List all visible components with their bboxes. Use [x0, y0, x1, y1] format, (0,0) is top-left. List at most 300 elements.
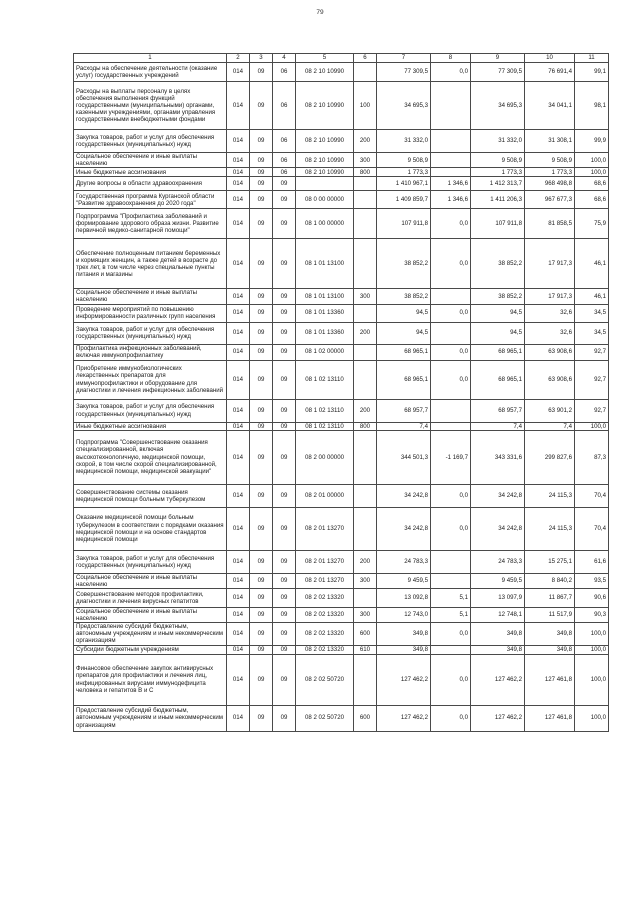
item-name: Закупка товаров, работ и услуг для обеспечения государственных (муниципальных) нужд — [74, 399, 227, 422]
specified-amount: 7,4 — [471, 422, 525, 430]
column-number: 3 — [250, 54, 273, 63]
code-section: 09 — [250, 82, 273, 130]
table-row — [74, 607, 609, 622]
approved-amount: 94,5 — [377, 304, 431, 322]
approved-amount: 31 332,0 — [377, 130, 431, 153]
code-admin: 014 — [227, 507, 250, 550]
code-target: 08 1 02 00000 — [296, 344, 354, 360]
code-subsection: 09 — [273, 422, 296, 430]
code-admin: 014 — [227, 654, 250, 705]
code-admin: 014 — [227, 430, 250, 484]
specified-amount: 349,8 — [471, 623, 525, 645]
code-admin: 014 — [227, 168, 250, 177]
code-subsection: 09 — [273, 177, 296, 191]
execution-percent: 46,1 — [575, 289, 609, 304]
table-row — [74, 344, 609, 360]
code-section: 09 — [250, 289, 273, 304]
table-row — [74, 168, 609, 177]
code-target — [296, 177, 354, 191]
specified-amount: 127 462,2 — [471, 654, 525, 705]
execution-percent: 70,4 — [575, 484, 609, 507]
code-subsection: 09 — [273, 507, 296, 550]
executed-amount: 11 517,9 — [525, 607, 575, 622]
execution-percent: 98,1 — [575, 82, 609, 130]
item-name: Подпрограмма "Профилактика заболеваний и формирование здорового образа жизни. Развитие первичной медико-санитарной помощи" — [74, 209, 227, 239]
specified-amount: 34 695,3 — [471, 82, 525, 130]
executed-amount: 31 308,1 — [525, 130, 575, 153]
code-expense — [354, 191, 377, 209]
change-amount — [431, 153, 471, 168]
execution-percent: 100,0 — [575, 645, 609, 654]
executed-amount: 76 691,4 — [525, 63, 575, 82]
column-number: 1 — [74, 54, 227, 63]
execution-percent: 68,6 — [575, 191, 609, 209]
code-target: 08 2 02 13320 — [296, 623, 354, 645]
specified-amount: 13 097,9 — [471, 588, 525, 607]
table-row — [74, 623, 609, 645]
approved-amount: 9 459,5 — [377, 573, 431, 588]
item-name: Иные бюджетные ассигнования — [74, 422, 227, 430]
approved-amount: 107 911,8 — [377, 209, 431, 239]
code-section: 09 — [250, 607, 273, 622]
code-admin: 014 — [227, 360, 250, 399]
column-number: 4 — [273, 54, 296, 63]
code-admin: 014 — [227, 82, 250, 130]
code-subsection: 09 — [273, 645, 296, 654]
code-section: 09 — [250, 705, 273, 731]
approved-amount: 13 092,8 — [377, 588, 431, 607]
code-target: 08 2 10 10990 — [296, 153, 354, 168]
code-expense: 200 — [354, 322, 377, 344]
code-admin: 014 — [227, 399, 250, 422]
execution-percent: 100,0 — [575, 705, 609, 731]
code-admin: 014 — [227, 484, 250, 507]
code-target: 08 1 01 13100 — [296, 289, 354, 304]
specified-amount: 94,5 — [471, 322, 525, 344]
approved-amount: 77 309,5 — [377, 63, 431, 82]
approved-amount: 7,4 — [377, 422, 431, 430]
code-subsection: 09 — [273, 289, 296, 304]
code-target: 08 1 02 13110 — [296, 422, 354, 430]
code-section: 09 — [250, 430, 273, 484]
specified-amount: 343 331,6 — [471, 430, 525, 484]
item-name: Оказание медицинской помощи больным туберкулезом в соответствии с порядками оказания медицинской помощи и на основе стандартов медицинской помощи — [74, 507, 227, 550]
code-target: 08 2 02 50720 — [296, 705, 354, 731]
change-amount: 1 346,6 — [431, 177, 471, 191]
change-amount: -1 169,7 — [431, 430, 471, 484]
code-target: 08 2 02 50720 — [296, 654, 354, 705]
approved-amount: 127 462,2 — [377, 654, 431, 705]
specified-amount: 1 411 206,3 — [471, 191, 525, 209]
execution-percent: 100,0 — [575, 422, 609, 430]
code-admin: 014 — [227, 705, 250, 731]
code-subsection: 09 — [273, 322, 296, 344]
item-name: Закупка товаров, работ и услуг для обеспечения государственных (муниципальных) нужд — [74, 550, 227, 573]
column-number: 6 — [354, 54, 377, 63]
specified-amount: 1 412 313,7 — [471, 177, 525, 191]
executed-amount: 15 275,1 — [525, 550, 575, 573]
approved-amount: 344 501,3 — [377, 430, 431, 484]
change-amount — [431, 82, 471, 130]
code-section: 09 — [250, 507, 273, 550]
code-subsection: 09 — [273, 573, 296, 588]
code-admin: 014 — [227, 209, 250, 239]
code-expense: 100 — [354, 82, 377, 130]
column-number: 10 — [525, 54, 575, 63]
table-row — [74, 399, 609, 422]
code-subsection: 09 — [273, 705, 296, 731]
code-subsection: 09 — [273, 209, 296, 239]
code-subsection: 06 — [273, 168, 296, 177]
code-admin: 014 — [227, 153, 250, 168]
specified-amount: 9 508,9 — [471, 153, 525, 168]
code-subsection: 06 — [273, 82, 296, 130]
code-subsection: 09 — [273, 360, 296, 399]
code-target: 08 1 00 00000 — [296, 209, 354, 239]
item-name: Субсидии бюджетным учреждениям — [74, 645, 227, 654]
table-row — [74, 82, 609, 130]
table-row — [74, 422, 609, 430]
code-expense: 800 — [354, 422, 377, 430]
approved-amount: 1 773,3 — [377, 168, 431, 177]
approved-amount: 1 409 859,7 — [377, 191, 431, 209]
code-section: 09 — [250, 573, 273, 588]
code-target: 08 2 10 10990 — [296, 168, 354, 177]
code-subsection: 09 — [273, 550, 296, 573]
code-target: 08 2 01 13270 — [296, 550, 354, 573]
approved-amount: 38 852,2 — [377, 289, 431, 304]
code-target: 08 2 01 00000 — [296, 484, 354, 507]
change-amount: 0,0 — [431, 63, 471, 82]
approved-amount: 68 965,1 — [377, 360, 431, 399]
item-name: Государственная программа Курганской области "Развитие здравоохранения до 2020 года" — [74, 191, 227, 209]
code-admin: 014 — [227, 177, 250, 191]
code-section: 09 — [250, 130, 273, 153]
item-name: Закупка товаров, работ и услуг для обеспечения государственных (муниципальных) нужд — [74, 130, 227, 153]
executed-amount: 349,8 — [525, 645, 575, 654]
code-expense — [354, 304, 377, 322]
executed-amount: 24 115,3 — [525, 507, 575, 550]
code-section: 09 — [250, 399, 273, 422]
executed-amount: 7,4 — [525, 422, 575, 430]
code-expense: 200 — [354, 399, 377, 422]
execution-percent: 100,0 — [575, 168, 609, 177]
code-subsection: 06 — [273, 153, 296, 168]
code-section: 09 — [250, 322, 273, 344]
code-expense: 600 — [354, 623, 377, 645]
approved-amount: 68 957,7 — [377, 399, 431, 422]
table-row — [74, 209, 609, 239]
execution-percent: 93,5 — [575, 573, 609, 588]
table-row — [74, 177, 609, 191]
code-admin: 014 — [227, 322, 250, 344]
executed-amount: 32,6 — [525, 304, 575, 322]
executed-amount: 9 508,9 — [525, 153, 575, 168]
item-name: Социальное обеспечение и иные выплаты населению — [74, 153, 227, 168]
execution-percent: 75,9 — [575, 209, 609, 239]
approved-amount: 34 695,3 — [377, 82, 431, 130]
code-expense: 800 — [354, 168, 377, 177]
column-number-row — [74, 54, 609, 63]
change-amount — [431, 168, 471, 177]
executed-amount: 1 773,3 — [525, 168, 575, 177]
executed-amount: 34 041,1 — [525, 82, 575, 130]
code-expense: 300 — [354, 153, 377, 168]
code-expense — [354, 430, 377, 484]
specified-amount: 349,8 — [471, 645, 525, 654]
item-name: Другие вопросы в области здравоохранения — [74, 177, 227, 191]
code-expense — [354, 588, 377, 607]
executed-amount: 17 917,3 — [525, 289, 575, 304]
code-section: 09 — [250, 153, 273, 168]
code-target: 08 1 02 13110 — [296, 399, 354, 422]
table-row — [74, 654, 609, 705]
item-name: Социальное обеспечение и иные выплаты населению — [74, 573, 227, 588]
specified-amount: 68 965,1 — [471, 344, 525, 360]
code-expense: 300 — [354, 289, 377, 304]
change-amount — [431, 289, 471, 304]
execution-percent: 68,6 — [575, 177, 609, 191]
code-target: 08 2 02 13320 — [296, 607, 354, 622]
code-expense — [354, 209, 377, 239]
executed-amount: 968 498,8 — [525, 177, 575, 191]
code-subsection: 09 — [273, 484, 296, 507]
code-expense: 300 — [354, 573, 377, 588]
change-amount: 0,0 — [431, 507, 471, 550]
execution-percent: 100,0 — [575, 153, 609, 168]
code-expense — [354, 177, 377, 191]
code-admin: 014 — [227, 645, 250, 654]
change-amount — [431, 550, 471, 573]
code-admin: 014 — [227, 550, 250, 573]
execution-percent: 87,3 — [575, 430, 609, 484]
approved-amount: 38 852,2 — [377, 239, 431, 289]
code-admin: 014 — [227, 63, 250, 82]
change-amount: 0,0 — [431, 705, 471, 731]
approved-amount: 34 242,8 — [377, 507, 431, 550]
execution-percent: 99,9 — [575, 130, 609, 153]
change-amount: 0,0 — [431, 209, 471, 239]
specified-amount: 38 852,2 — [471, 289, 525, 304]
code-target: 08 2 10 10990 — [296, 130, 354, 153]
change-amount: 0,0 — [431, 654, 471, 705]
executed-amount: 81 858,5 — [525, 209, 575, 239]
code-target: 08 2 01 13270 — [296, 573, 354, 588]
code-target: 08 2 00 00000 — [296, 430, 354, 484]
approved-amount: 127 462,2 — [377, 705, 431, 731]
specified-amount: 12 748,1 — [471, 607, 525, 622]
code-subsection: 09 — [273, 304, 296, 322]
table-row — [74, 322, 609, 344]
page-number: 79 — [316, 9, 324, 16]
specified-amount: 68 965,1 — [471, 360, 525, 399]
item-name: Совершенствование методов профилактики, диагностики и лечения вирусных гепатитов — [74, 588, 227, 607]
code-section: 09 — [250, 177, 273, 191]
executed-amount: 299 827,6 — [525, 430, 575, 484]
execution-percent: 90,3 — [575, 607, 609, 622]
specified-amount: 77 309,5 — [471, 63, 525, 82]
code-admin: 014 — [227, 573, 250, 588]
code-section: 09 — [250, 422, 273, 430]
approved-amount: 1 410 967,1 — [377, 177, 431, 191]
code-admin: 014 — [227, 588, 250, 607]
code-expense: 610 — [354, 645, 377, 654]
item-name: Социальное обеспечение и иные выплаты населению — [74, 289, 227, 304]
code-admin: 014 — [227, 607, 250, 622]
code-section: 09 — [250, 63, 273, 82]
item-name: Социальное обеспечение и иные выплаты населению — [74, 607, 227, 622]
change-amount: 5,1 — [431, 607, 471, 622]
code-subsection: 06 — [273, 130, 296, 153]
item-name: Расходы на выплаты персоналу в целях обеспечения выполнения функций государственными (муниципальными) органами, казенными учреждениями, органами управления государственными внебюджетными фондами — [74, 82, 227, 130]
change-amount — [431, 645, 471, 654]
executed-amount: 63 901,2 — [525, 399, 575, 422]
table-row — [74, 573, 609, 588]
execution-percent: 100,0 — [575, 623, 609, 645]
code-admin: 014 — [227, 422, 250, 430]
code-admin: 014 — [227, 304, 250, 322]
code-subsection: 09 — [273, 239, 296, 289]
code-subsection: 09 — [273, 430, 296, 484]
specified-amount: 127 462,2 — [471, 705, 525, 731]
column-number: 7 — [377, 54, 431, 63]
change-amount — [431, 130, 471, 153]
change-amount: 0,0 — [431, 484, 471, 507]
code-expense — [354, 507, 377, 550]
code-section: 09 — [250, 588, 273, 607]
code-target: 08 2 01 13270 — [296, 507, 354, 550]
code-admin: 014 — [227, 130, 250, 153]
code-expense: 300 — [354, 607, 377, 622]
change-amount — [431, 399, 471, 422]
code-subsection: 06 — [273, 63, 296, 82]
execution-percent: 34,5 — [575, 322, 609, 344]
change-amount: 0,0 — [431, 623, 471, 645]
executed-amount: 349,8 — [525, 623, 575, 645]
change-amount: 0,0 — [431, 304, 471, 322]
code-section: 09 — [250, 209, 273, 239]
code-subsection: 09 — [273, 588, 296, 607]
executed-amount: 127 461,8 — [525, 654, 575, 705]
execution-percent: 92,7 — [575, 399, 609, 422]
table-row — [74, 430, 609, 484]
code-subsection: 09 — [273, 399, 296, 422]
executed-amount: 24 115,3 — [525, 484, 575, 507]
specified-amount: 94,5 — [471, 304, 525, 322]
change-amount: 1 346,6 — [431, 191, 471, 209]
specified-amount: 68 957,7 — [471, 399, 525, 422]
specified-amount: 9 459,5 — [471, 573, 525, 588]
table-row — [74, 550, 609, 573]
column-number: 2 — [227, 54, 250, 63]
column-number: 11 — [575, 54, 609, 63]
code-target: 08 0 00 00000 — [296, 191, 354, 209]
approved-amount: 12 743,0 — [377, 607, 431, 622]
specified-amount: 34 242,8 — [471, 507, 525, 550]
specified-amount: 34 242,8 — [471, 484, 525, 507]
approved-amount: 68 965,1 — [377, 344, 431, 360]
column-number: 8 — [431, 54, 471, 63]
specified-amount: 107 911,8 — [471, 209, 525, 239]
code-expense — [354, 63, 377, 82]
change-amount: 0,0 — [431, 239, 471, 289]
code-section: 09 — [250, 484, 273, 507]
execution-percent: 70,4 — [575, 507, 609, 550]
execution-percent: 34,5 — [575, 304, 609, 322]
item-name: Расходы на обеспечение деятельности (оказание услуг) государственных учреждений — [74, 63, 227, 82]
code-target: 08 2 02 13320 — [296, 588, 354, 607]
execution-percent: 61,6 — [575, 550, 609, 573]
item-name: Обеспечение полноценным питанием беременных и кормящих женщин, а также детей в возрасте до трех лет, в том числе через специальные пункты питания и магазины — [74, 239, 227, 289]
code-target: 08 1 01 13100 — [296, 239, 354, 289]
table-row — [74, 507, 609, 550]
code-section: 09 — [250, 645, 273, 654]
code-expense — [354, 654, 377, 705]
execution-percent: 100,0 — [575, 654, 609, 705]
executed-amount: 967 677,3 — [525, 191, 575, 209]
table-row — [74, 304, 609, 322]
execution-percent: 92,7 — [575, 360, 609, 399]
execution-percent: 46,1 — [575, 239, 609, 289]
code-section: 09 — [250, 623, 273, 645]
code-expense: 200 — [354, 550, 377, 573]
code-subsection: 09 — [273, 623, 296, 645]
table-row — [74, 360, 609, 399]
table-row — [74, 239, 609, 289]
code-admin: 014 — [227, 623, 250, 645]
item-name: Закупка товаров, работ и услуг для обеспечения государственных (муниципальных) нужд — [74, 322, 227, 344]
column-number: 9 — [471, 54, 525, 63]
code-expense: 600 — [354, 705, 377, 731]
code-subsection: 09 — [273, 607, 296, 622]
change-amount: 0,0 — [431, 344, 471, 360]
execution-percent: 99,1 — [575, 63, 609, 82]
change-amount: 0,0 — [431, 360, 471, 399]
item-name: Совершенствование системы оказания медицинской помощи больным туберкулезом — [74, 484, 227, 507]
code-target: 08 2 02 13320 — [296, 645, 354, 654]
approved-amount: 349,8 — [377, 623, 431, 645]
code-admin: 014 — [227, 289, 250, 304]
code-expense: 200 — [354, 130, 377, 153]
item-name: Финансовое обеспечение закупок антивирусных препаратов для профилактики и лечения лиц, инфицированных вирусами иммунодефицита человека и гепатитов B и C — [74, 654, 227, 705]
item-name: Предоставление субсидий бюджетным, автономным учреждениям и иным некоммерческим организациям — [74, 623, 227, 645]
executed-amount: 11 867,7 — [525, 588, 575, 607]
execution-percent: 92,7 — [575, 344, 609, 360]
item-name: Иные бюджетные ассигнования — [74, 168, 227, 177]
code-section: 09 — [250, 550, 273, 573]
execution-percent: 90,6 — [575, 588, 609, 607]
code-subsection: 09 — [273, 344, 296, 360]
specified-amount: 24 783,3 — [471, 550, 525, 573]
code-subsection: 09 — [273, 191, 296, 209]
code-target: 08 1 01 13360 — [296, 304, 354, 322]
approved-amount: 349,8 — [377, 645, 431, 654]
change-amount — [431, 322, 471, 344]
table-row — [74, 130, 609, 153]
table-row — [74, 63, 609, 82]
code-admin: 014 — [227, 191, 250, 209]
code-section: 09 — [250, 360, 273, 399]
table-row — [74, 484, 609, 507]
approved-amount: 24 783,3 — [377, 550, 431, 573]
code-target: 08 1 02 13110 — [296, 360, 354, 399]
approved-amount: 94,5 — [377, 322, 431, 344]
item-name: Подпрограмма "Совершенствование оказания специализированной, включая высокотехнологичную, медицинской помощи, скорой, в том числе скорой специализированной, медицинской помощи, медицинской эвакуации" — [74, 430, 227, 484]
code-admin: 014 — [227, 239, 250, 289]
specified-amount: 31 332,0 — [471, 130, 525, 153]
code-section: 09 — [250, 191, 273, 209]
code-section: 09 — [250, 239, 273, 289]
